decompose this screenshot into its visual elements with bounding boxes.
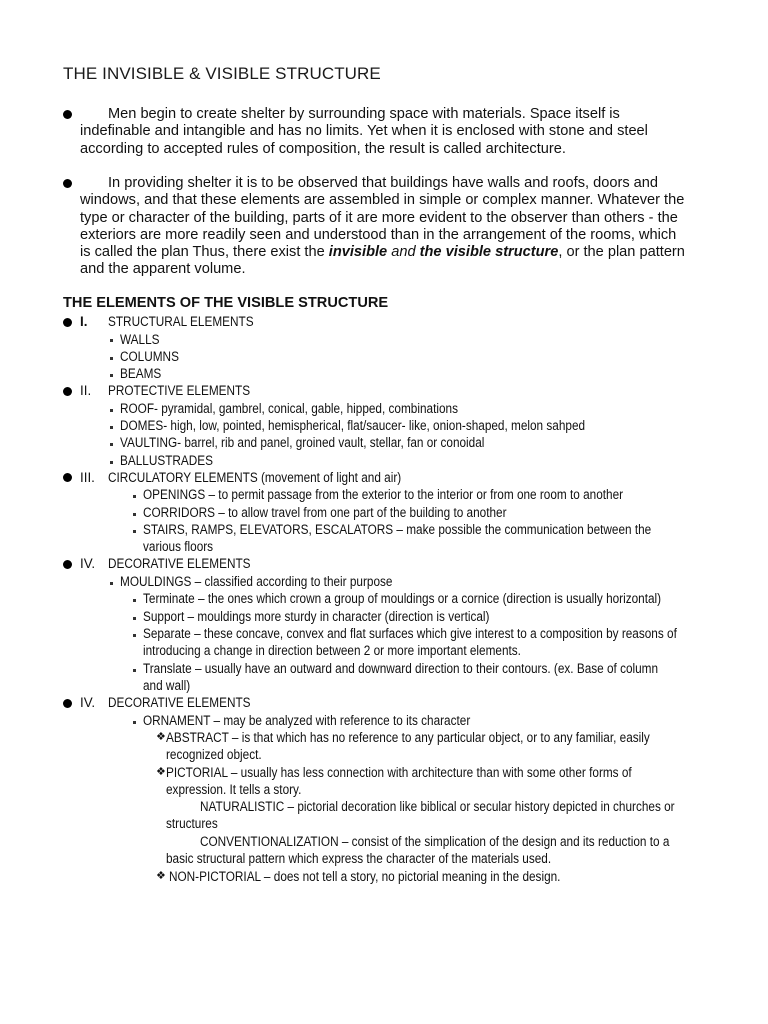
page-title: THE INVISIBLE & VISIBLE STRUCTURE	[63, 64, 381, 83]
list-item-continuation: structures	[166, 816, 218, 831]
bullet-dot	[63, 318, 72, 327]
list-item: CORRIDORS – to allow travel from one part of the building to another	[143, 505, 507, 520]
bullet-dot	[63, 387, 72, 396]
bullet-square	[110, 461, 113, 464]
paragraph-line: type or character of the building, parts of it are more evident to the observer than others - the	[80, 209, 678, 226]
text-run: , or the plan pattern	[558, 244, 685, 261]
diamond-bullet-icon: ❖	[156, 870, 166, 882]
bullet-square	[133, 617, 136, 620]
list-item: ROOF- pyramidal, gambrel, conical, gable, hipped, combinations	[120, 401, 458, 416]
list-item-continuation: basic structural pattern which express the character of the materials used.	[166, 851, 552, 866]
list-item-continuation: introducing a change in direction between 2 or more important elements.	[143, 643, 521, 658]
list-item-continuation: various floors	[143, 539, 214, 554]
section-numeral: IV.	[80, 695, 96, 710]
list-item: STAIRS, RAMPS, ELEVATORS, ESCALATORS – make possible the communication between the	[143, 522, 652, 537]
list-item: NATURALISTIC – pictorial decoration like biblical or secular history depicted in churches or	[200, 799, 675, 814]
bullet-dot	[63, 473, 72, 482]
section-numeral: II.	[80, 383, 92, 398]
diamond-bullet-icon: ❖	[156, 766, 166, 778]
bullet-square	[110, 582, 113, 585]
section-label: DECORATIVE ELEMENTS	[108, 556, 251, 571]
list-item: VAULTING- barrel, rib and panel, groined vault, stellar, fan or conoidal	[120, 435, 485, 450]
bullet-square	[110, 443, 113, 446]
section-numeral: IV.	[80, 556, 96, 571]
list-item: Translate – usually have an outward and downward direction to their contours. (ex. Base of column	[143, 661, 659, 676]
bullet-square	[110, 339, 113, 342]
bullet-dot	[63, 699, 72, 708]
bullet-square	[110, 409, 113, 412]
paragraph-2	[80, 175, 704, 279]
bullet-square	[133, 495, 136, 498]
paragraph-line: and the apparent volume.	[80, 261, 246, 278]
bullet-square	[110, 426, 113, 429]
paragraph-1	[80, 106, 704, 158]
text-run: and	[387, 244, 420, 261]
list-item: ABSTRACT – is that which has no reference to any particular object, or to any familiar, easily	[166, 730, 650, 745]
section-label: STRUCTURAL ELEMENTS	[108, 314, 254, 329]
list-item: DOMES- high, low, pointed, hemispherical, flat/saucer- like, onion-shaped, melon sahped	[120, 418, 586, 433]
list-item: Support – mouldings more sturdy in character (direction is vertical)	[143, 609, 490, 624]
list-item-continuation: recognized object.	[166, 747, 262, 762]
bullet-square	[110, 357, 113, 360]
bullet-square	[133, 513, 136, 516]
bullet-square	[133, 599, 136, 602]
list-item: WALLS	[120, 332, 160, 347]
list-item: Separate – these concave, convex and flat surfaces which give interest to a composition by reasons of	[143, 626, 677, 641]
section-label: DECORATIVE ELEMENTS	[108, 695, 251, 710]
section-heading: THE ELEMENTS OF THE VISIBLE STRUCTURE	[63, 295, 389, 311]
list-item: PICTORIAL – usually has less connection with architecture than with some other forms of	[166, 765, 632, 780]
sub-item: ORNAMENT – may be analyzed with reference to its character	[143, 713, 471, 728]
list-item-continuation: and wall)	[143, 678, 191, 693]
list-item-continuation: expression. It tells a story.	[166, 782, 302, 797]
diamond-bullet-icon: ❖	[156, 731, 166, 743]
paragraph-line: In providing shelter it is to be observed that buildings have walls and roofs, doors and	[108, 175, 659, 191]
section-numeral: III.	[80, 470, 95, 485]
list-item: BEAMS	[120, 366, 162, 381]
list-item: Terminate – the ones which crown a group of mouldings or a cornice (direction is usually horizontal)	[143, 591, 662, 606]
list-item: COLUMNS	[120, 349, 179, 364]
bullet-dot	[63, 179, 72, 188]
bullet-dot	[63, 560, 72, 569]
emphasis-visible-structure: the visible structure	[419, 244, 559, 261]
text-run: is called the plan Thus, there exist the	[80, 244, 329, 261]
bullet-square	[133, 669, 136, 672]
paragraph-line: windows, and that these elements are assembled in simple or complex manner. Whatever the	[80, 192, 685, 209]
paragraph-line: indefinable and intangible and has no limits. Yet when it is enclosed with stone and steel	[80, 123, 648, 140]
list-item: CONVENTIONALIZATION – consist of the simplication of the design and its reduction to a	[200, 834, 670, 849]
bullet-square	[110, 374, 113, 377]
section-label: PROTECTIVE ELEMENTS	[108, 383, 251, 398]
paragraph-line: exteriors are more readily seen and understood than in the arrangement of the rooms, which	[80, 226, 677, 243]
section-numeral: I.	[80, 314, 88, 329]
paragraph-line	[80, 244, 704, 261]
sub-item: MOULDINGS – classified according to their purpose	[120, 574, 393, 589]
paragraph-line: according to accepted rules of composition, the result is called architecture.	[80, 140, 566, 157]
bullet-square	[133, 634, 136, 637]
list-item: NON-PICTORIAL – does not tell a story, no pictorial meaning in the design.	[169, 869, 561, 884]
list-item: OPENINGS – to permit passage from the exterior to the interior or from one room to another	[143, 487, 624, 502]
bullet-dot	[63, 110, 72, 119]
emphasis-invisible: invisible	[328, 244, 388, 261]
list-item: BALLUSTRADES	[120, 453, 214, 468]
bullet-square	[133, 530, 136, 533]
section-label: CIRCULATORY ELEMENTS (movement of light and air)	[108, 470, 402, 485]
paragraph-line: Men begin to create shelter by surrounding space with materials. Space itself is	[108, 106, 620, 122]
bullet-square	[133, 721, 136, 724]
